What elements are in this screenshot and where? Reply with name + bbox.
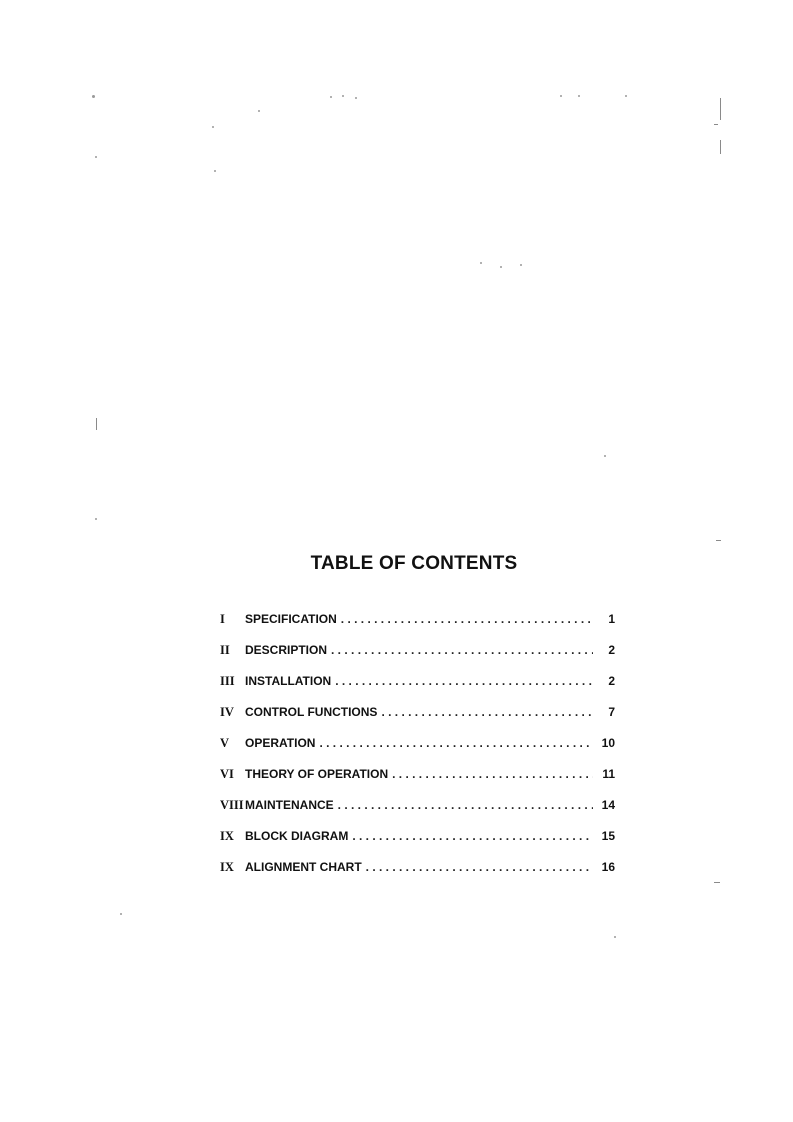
scan-speck [330, 96, 332, 98]
scan-speck [500, 266, 502, 268]
toc-entry-label: ALIGNMENT CHART [245, 860, 362, 874]
toc-entry-number: I [220, 612, 225, 626]
scan-speck [120, 913, 122, 915]
toc-entry [220, 674, 615, 705]
toc-entry [220, 798, 615, 829]
toc-entry-label: BLOCK DIAGRAM [245, 829, 349, 843]
page-title: TABLE OF CONTENTS [310, 553, 518, 574]
scan-edge-mark [96, 418, 97, 430]
toc-entry [220, 643, 615, 674]
toc-entry-number: IV [220, 705, 234, 719]
toc-entry-label: THEORY OF OPERATION [245, 767, 389, 781]
scan-speck [480, 262, 482, 264]
scan-speck [560, 95, 562, 97]
toc-entry-number: VIII [220, 798, 244, 812]
dot-leader [319, 736, 593, 750]
toc-entry [220, 860, 615, 891]
scan-speck [92, 95, 95, 98]
toc-entry-label: CONTROL FUNCTIONS [245, 705, 378, 719]
toc-entry [220, 829, 615, 860]
dot-leader [335, 674, 593, 688]
scan-speck [355, 97, 357, 99]
table-of-contents [220, 612, 615, 891]
toc-entry-label: SPECIFICATION [245, 612, 337, 626]
toc-entry-number: IX [220, 860, 234, 874]
toc-entry-label: OPERATION [245, 736, 316, 750]
toc-entry-label: MAINTENANCE [245, 798, 334, 812]
toc-entry-page: 10 [601, 736, 615, 750]
scan-edge-mark [720, 140, 721, 154]
scan-speck [520, 264, 522, 266]
scan-edge-mark [714, 882, 720, 883]
dot-leader [392, 767, 593, 781]
scan-speck [212, 126, 214, 128]
scan-edge-mark [720, 98, 721, 120]
toc-entry-number: IX [220, 829, 234, 843]
dot-leader [366, 860, 593, 874]
scan-speck [578, 95, 580, 97]
scan-edge-mark [714, 124, 718, 125]
scan-speck [95, 518, 97, 520]
toc-entry-page: 11 [602, 767, 615, 781]
scan-speck [604, 455, 606, 457]
toc-entry-page: 14 [601, 798, 615, 812]
dot-leader [331, 643, 593, 657]
dot-leader [352, 829, 593, 843]
toc-entry-label: DESCRIPTION [245, 643, 328, 657]
toc-entry-page: 15 [601, 829, 615, 843]
toc-entry-number: III [220, 674, 235, 688]
toc-entry-number: V [220, 736, 230, 750]
dot-leader [338, 798, 593, 812]
scan-edge-mark [716, 540, 721, 541]
toc-entry-page: 1 [608, 612, 615, 626]
toc-entry-page: 2 [608, 674, 615, 688]
toc-entry-page: 7 [608, 705, 615, 719]
dot-leader [381, 705, 593, 719]
toc-entry-number: II [220, 643, 230, 657]
scan-speck [258, 110, 260, 112]
scan-speck [342, 95, 344, 97]
toc-entry [220, 612, 615, 643]
toc-entry [220, 767, 615, 798]
toc-entry [220, 736, 615, 767]
toc-entry-page: 2 [608, 643, 615, 657]
toc-entry [220, 705, 615, 736]
scan-speck [625, 95, 627, 97]
scan-speck [214, 170, 216, 172]
toc-entry-number: VI [220, 767, 234, 781]
toc-entry-label: INSTALLATION [245, 674, 332, 688]
dot-leader [341, 612, 593, 626]
toc-entry-page: 16 [601, 860, 615, 874]
scan-speck [95, 156, 97, 158]
scan-speck [614, 936, 616, 938]
